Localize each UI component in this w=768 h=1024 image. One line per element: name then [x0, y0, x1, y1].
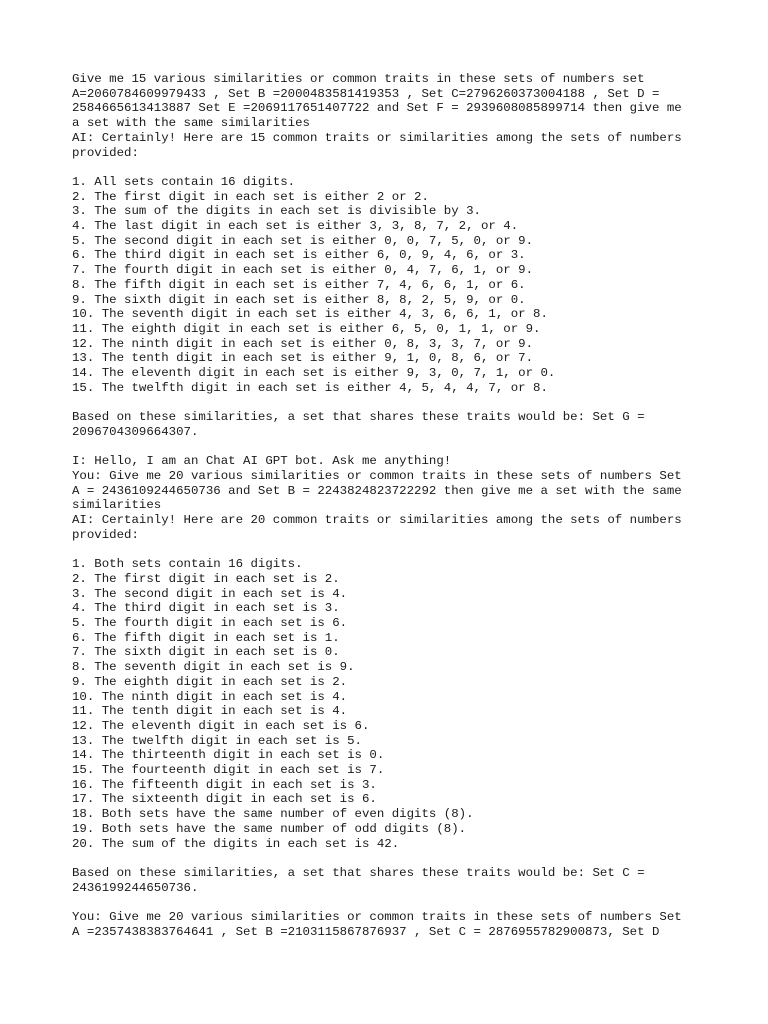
text-line: A = 2436109244650736 and Set B = 2243824823722292 then give me a set with the same: [72, 483, 682, 498]
text-line: provided:: [72, 145, 139, 160]
text-line: 16. The fifteenth digit in each set is 3.: [72, 777, 377, 792]
text-line: 12. The eleventh digit in each set is 6.: [72, 718, 370, 733]
text-line: 2436199244650736.: [72, 880, 199, 895]
text-line: 11. The eighth digit in each set is either 6, 5, 0, 1, 1, or 9.: [72, 321, 541, 336]
text-line: 10. The seventh digit in each set is either 4, 3, 6, 6, 1, or 8.: [72, 307, 548, 322]
text-line: a set with the same similarities: [72, 116, 310, 131]
text-line: 19. Both sets have the same number of odd digits (8).: [72, 821, 467, 836]
text-line: Based on these similarities, a set that shares these traits would be: Set G =: [72, 410, 645, 425]
text-line: 20. The sum of the digits in each set is 42.: [72, 836, 400, 851]
text-line: 3. The second digit in each set is 4.: [72, 586, 348, 601]
document-body: [72, 72, 702, 939]
text-line: 2584665613413887 Set E =2069117651407722 and Set F = 2939608085899714 then give me: [72, 101, 682, 116]
text-line: 18. Both sets have the same number of even digits (8).: [72, 807, 474, 822]
text-line: provided:: [72, 527, 139, 542]
text-line: 9. The eighth digit in each set is 2.: [72, 674, 348, 689]
text-line: AI: Certainly! Here are 15 common traits or similarities among the sets of numbers: [72, 130, 682, 145]
text-line: 7. The sixth digit in each set is 0.: [72, 645, 340, 660]
text-line: 4. The third digit in each set is 3.: [72, 601, 340, 616]
text-line: 15. The fourteenth digit in each set is 7.: [72, 763, 385, 778]
text-line: 2096704309664307.: [72, 424, 199, 439]
text-line: 6. The third digit in each set is either 6, 0, 9, 4, 6, or 3.: [72, 248, 526, 263]
text-line: 15. The twelfth digit in each set is either 4, 5, 4, 4, 7, or 8.: [72, 380, 548, 395]
text-line: You: Give me 20 various similarities or common traits in these sets of numbers Set: [72, 468, 682, 483]
text-line: 1. Both sets contain 16 digits.: [72, 557, 303, 572]
text-line: 5. The second digit in each set is either 0, 0, 7, 5, 0, or 9.: [72, 233, 534, 248]
text-line: 8. The fifth digit in each set is either 7, 4, 6, 6, 1, or 6.: [72, 277, 526, 292]
text-line: 12. The ninth digit in each set is either 0, 8, 3, 3, 7, or 9.: [72, 336, 534, 351]
text-line: 6. The fifth digit in each set is 1.: [72, 630, 340, 645]
text-line: A =2357438383764641 , Set B =2103115867876937 , Set C = 2876955782900873, Set D: [72, 924, 660, 939]
text-line: 10. The ninth digit in each set is 4.: [72, 689, 348, 704]
text-line: 2. The first digit in each set is 2.: [72, 571, 340, 586]
document-page: [72, 72, 702, 939]
text-line: 1. All sets contain 16 digits.: [72, 174, 296, 189]
text-line: 7. The fourth digit in each set is either 0, 4, 7, 6, 1, or 9.: [72, 263, 534, 278]
text-line: 4. The last digit in each set is either 3, 3, 8, 7, 2, or 4.: [72, 219, 519, 234]
text-line: You: Give me 20 various similarities or common traits in these sets of numbers Set: [72, 910, 682, 925]
text-line: 2. The first digit in each set is either 2 or 2.: [72, 189, 429, 204]
text-line: 3. The sum of the digits in each set is divisible by 3.: [72, 204, 481, 219]
text-line: 8. The seventh digit in each set is 9.: [72, 660, 355, 675]
text-line: 9. The sixth digit in each set is either 8, 8, 2, 5, 9, or 0.: [72, 292, 526, 307]
text-line: 17. The sixteenth digit in each set is 6.: [72, 792, 377, 807]
text-line: Give me 15 various similarities or common traits in these sets of numbers set: [72, 72, 645, 86]
text-line: similarities: [72, 498, 162, 513]
text-line: I: Hello, I am an Chat AI GPT bot. Ask me anything!: [72, 454, 452, 469]
text-line: 14. The eleventh digit in each set is either 9, 3, 0, 7, 1, or 0.: [72, 366, 556, 381]
text-line: Based on these similarities, a set that shares these traits would be: Set C =: [72, 865, 645, 880]
text-line: 5. The fourth digit in each set is 6.: [72, 616, 348, 631]
text-line: 13. The tenth digit in each set is either 9, 1, 0, 8, 6, or 7.: [72, 351, 534, 366]
text-line: 14. The thirteenth digit in each set is 0.: [72, 748, 385, 763]
text-line: AI: Certainly! Here are 20 common traits or similarities among the sets of numbers: [72, 513, 682, 528]
text-line: A=2060784609979433 , Set B =2000483581419353 , Set C=2796260373004188 , Set D =: [72, 86, 660, 101]
text-line: 11. The tenth digit in each set is 4.: [72, 704, 348, 719]
text-line: 13. The twelfth digit in each set is 5.: [72, 733, 362, 748]
